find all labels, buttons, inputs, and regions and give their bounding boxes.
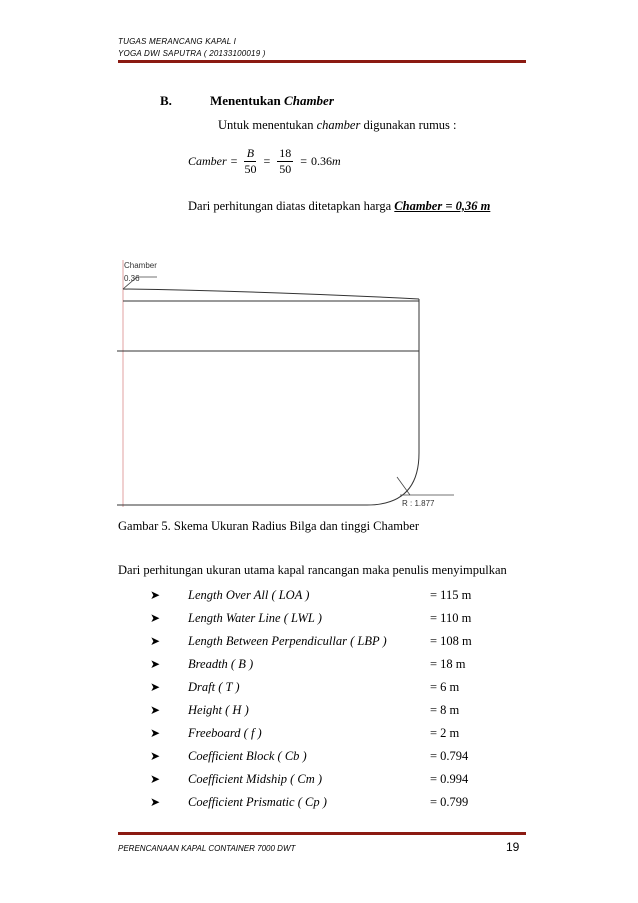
- list-item: [150, 726, 490, 744]
- dimension-value: = 0.794: [430, 749, 469, 763]
- dimension-label: Freeboard ( f ): [188, 726, 262, 740]
- hull-section-figure: [112, 255, 472, 515]
- formula-unit: m: [332, 154, 341, 168]
- chamber-value-label: 0.36: [124, 274, 140, 283]
- dimension-value: = 115 m: [430, 588, 472, 602]
- formula-eq-2: =: [263, 154, 271, 168]
- list-item: [150, 657, 490, 675]
- radius-label: R : 1.877: [402, 499, 435, 508]
- arrow-bullet-icon: ➤: [150, 588, 161, 602]
- fraction-2-numerator: 18: [279, 146, 292, 160]
- dimension-value: = 6 m: [430, 680, 460, 694]
- footer-text: PERENCANAAN KAPAL CONTAINER 7000 DWT: [118, 844, 296, 853]
- list-item: [150, 772, 490, 790]
- list-item: [150, 588, 490, 606]
- arrow-bullet-icon: ➤: [150, 634, 161, 648]
- dimension-value: = 110 m: [430, 611, 472, 625]
- page-number: 19: [506, 840, 520, 854]
- section-intro: [218, 118, 457, 133]
- dimension-label: Coefficient Prismatic ( Cp ): [188, 795, 327, 809]
- header-rule: [118, 60, 526, 63]
- arrow-bullet-icon: ➤: [150, 772, 161, 786]
- section-letter: B.: [160, 93, 172, 108]
- fraction-1-denominator: 50: [244, 162, 257, 176]
- intro-prefix: Untuk menentukan: [218, 118, 314, 132]
- arrow-bullet-icon: ➤: [150, 611, 161, 625]
- arrow-bullet-icon: ➤: [150, 726, 161, 740]
- dimension-label: Coefficient Midship ( Cm ): [188, 772, 323, 786]
- list-item: [150, 634, 490, 652]
- dimension-label: Length Water Line ( LWL ): [188, 611, 322, 625]
- dimension-value: = 8 m: [430, 703, 460, 717]
- formula-eq-1: =: [230, 154, 238, 168]
- list-item: [150, 749, 490, 767]
- arrow-bullet-icon: ➤: [150, 680, 161, 694]
- intro-suffix: digunakan rumus :: [363, 118, 457, 132]
- dimension-label: Coefficient Block ( Cb ): [188, 749, 307, 763]
- arrow-bullet-icon: ➤: [150, 795, 161, 809]
- camber-formula: [188, 146, 341, 177]
- list-item: [150, 795, 490, 813]
- fraction-2-denominator: 50: [279, 162, 292, 176]
- intro-italic: chamber: [316, 118, 361, 132]
- list-item: [150, 680, 490, 698]
- list-item: [150, 703, 490, 721]
- deck-camber-line: [123, 289, 419, 299]
- dimension-value: = 0.799: [430, 795, 469, 809]
- formula-result: 0.36: [311, 154, 333, 168]
- dimension-label: Breadth ( B ): [188, 657, 254, 671]
- arrow-bullet-icon: ➤: [150, 749, 161, 763]
- dimension-value: = 0.994: [430, 772, 469, 786]
- header-line-1: TUGAS MERANCANG KAPAL I: [118, 37, 237, 46]
- section-title-italic: Chamber: [284, 93, 334, 108]
- figure-caption: Gambar 5. Skema Ukuran Radius Bilga dan tinggi Chamber: [118, 519, 419, 533]
- dimension-label: Draft ( T ): [188, 680, 240, 694]
- chamber-label: Chamber: [124, 261, 157, 270]
- fraction-1-numerator: B: [244, 146, 256, 162]
- header-line-2: YOGA DWI SAPUTRA ( 20133100019 ): [118, 49, 266, 58]
- summary-intro: Dari perhitungan ukuran utama kapal rancangan maka penulis menyimpulkan: [118, 563, 507, 577]
- dimension-label: Length Between Perpendicullar ( LBP ): [188, 634, 387, 648]
- formula-eq-3: =: [300, 154, 308, 168]
- arrow-bullet-icon: ➤: [150, 657, 161, 671]
- conclusion-value: Chamber = 0,36 m: [394, 199, 491, 213]
- dimension-value: = 2 m: [430, 726, 460, 740]
- dimension-value: = 18 m: [430, 657, 466, 671]
- dimension-value: = 108 m: [430, 634, 472, 648]
- conclusion-prefix: Dari perhitungan diatas ditetapkan harga: [188, 199, 392, 213]
- side-shell-bilge: [123, 299, 419, 505]
- list-item: [150, 611, 490, 629]
- arrow-bullet-icon: ➤: [150, 703, 161, 717]
- dimension-label: Height ( H ): [188, 703, 249, 717]
- formula-fraction-2: [277, 146, 293, 177]
- formula-lhs: Camber: [188, 154, 227, 168]
- footer-rule: [118, 832, 526, 835]
- formula-fraction-1: [244, 146, 256, 177]
- dimension-label: Length Over All ( LOA ): [188, 588, 310, 602]
- section-title-plain: Menentukan: [210, 93, 281, 108]
- section-title: [210, 93, 334, 109]
- conclusion-line: [188, 199, 490, 214]
- radius-leader: [397, 477, 410, 495]
